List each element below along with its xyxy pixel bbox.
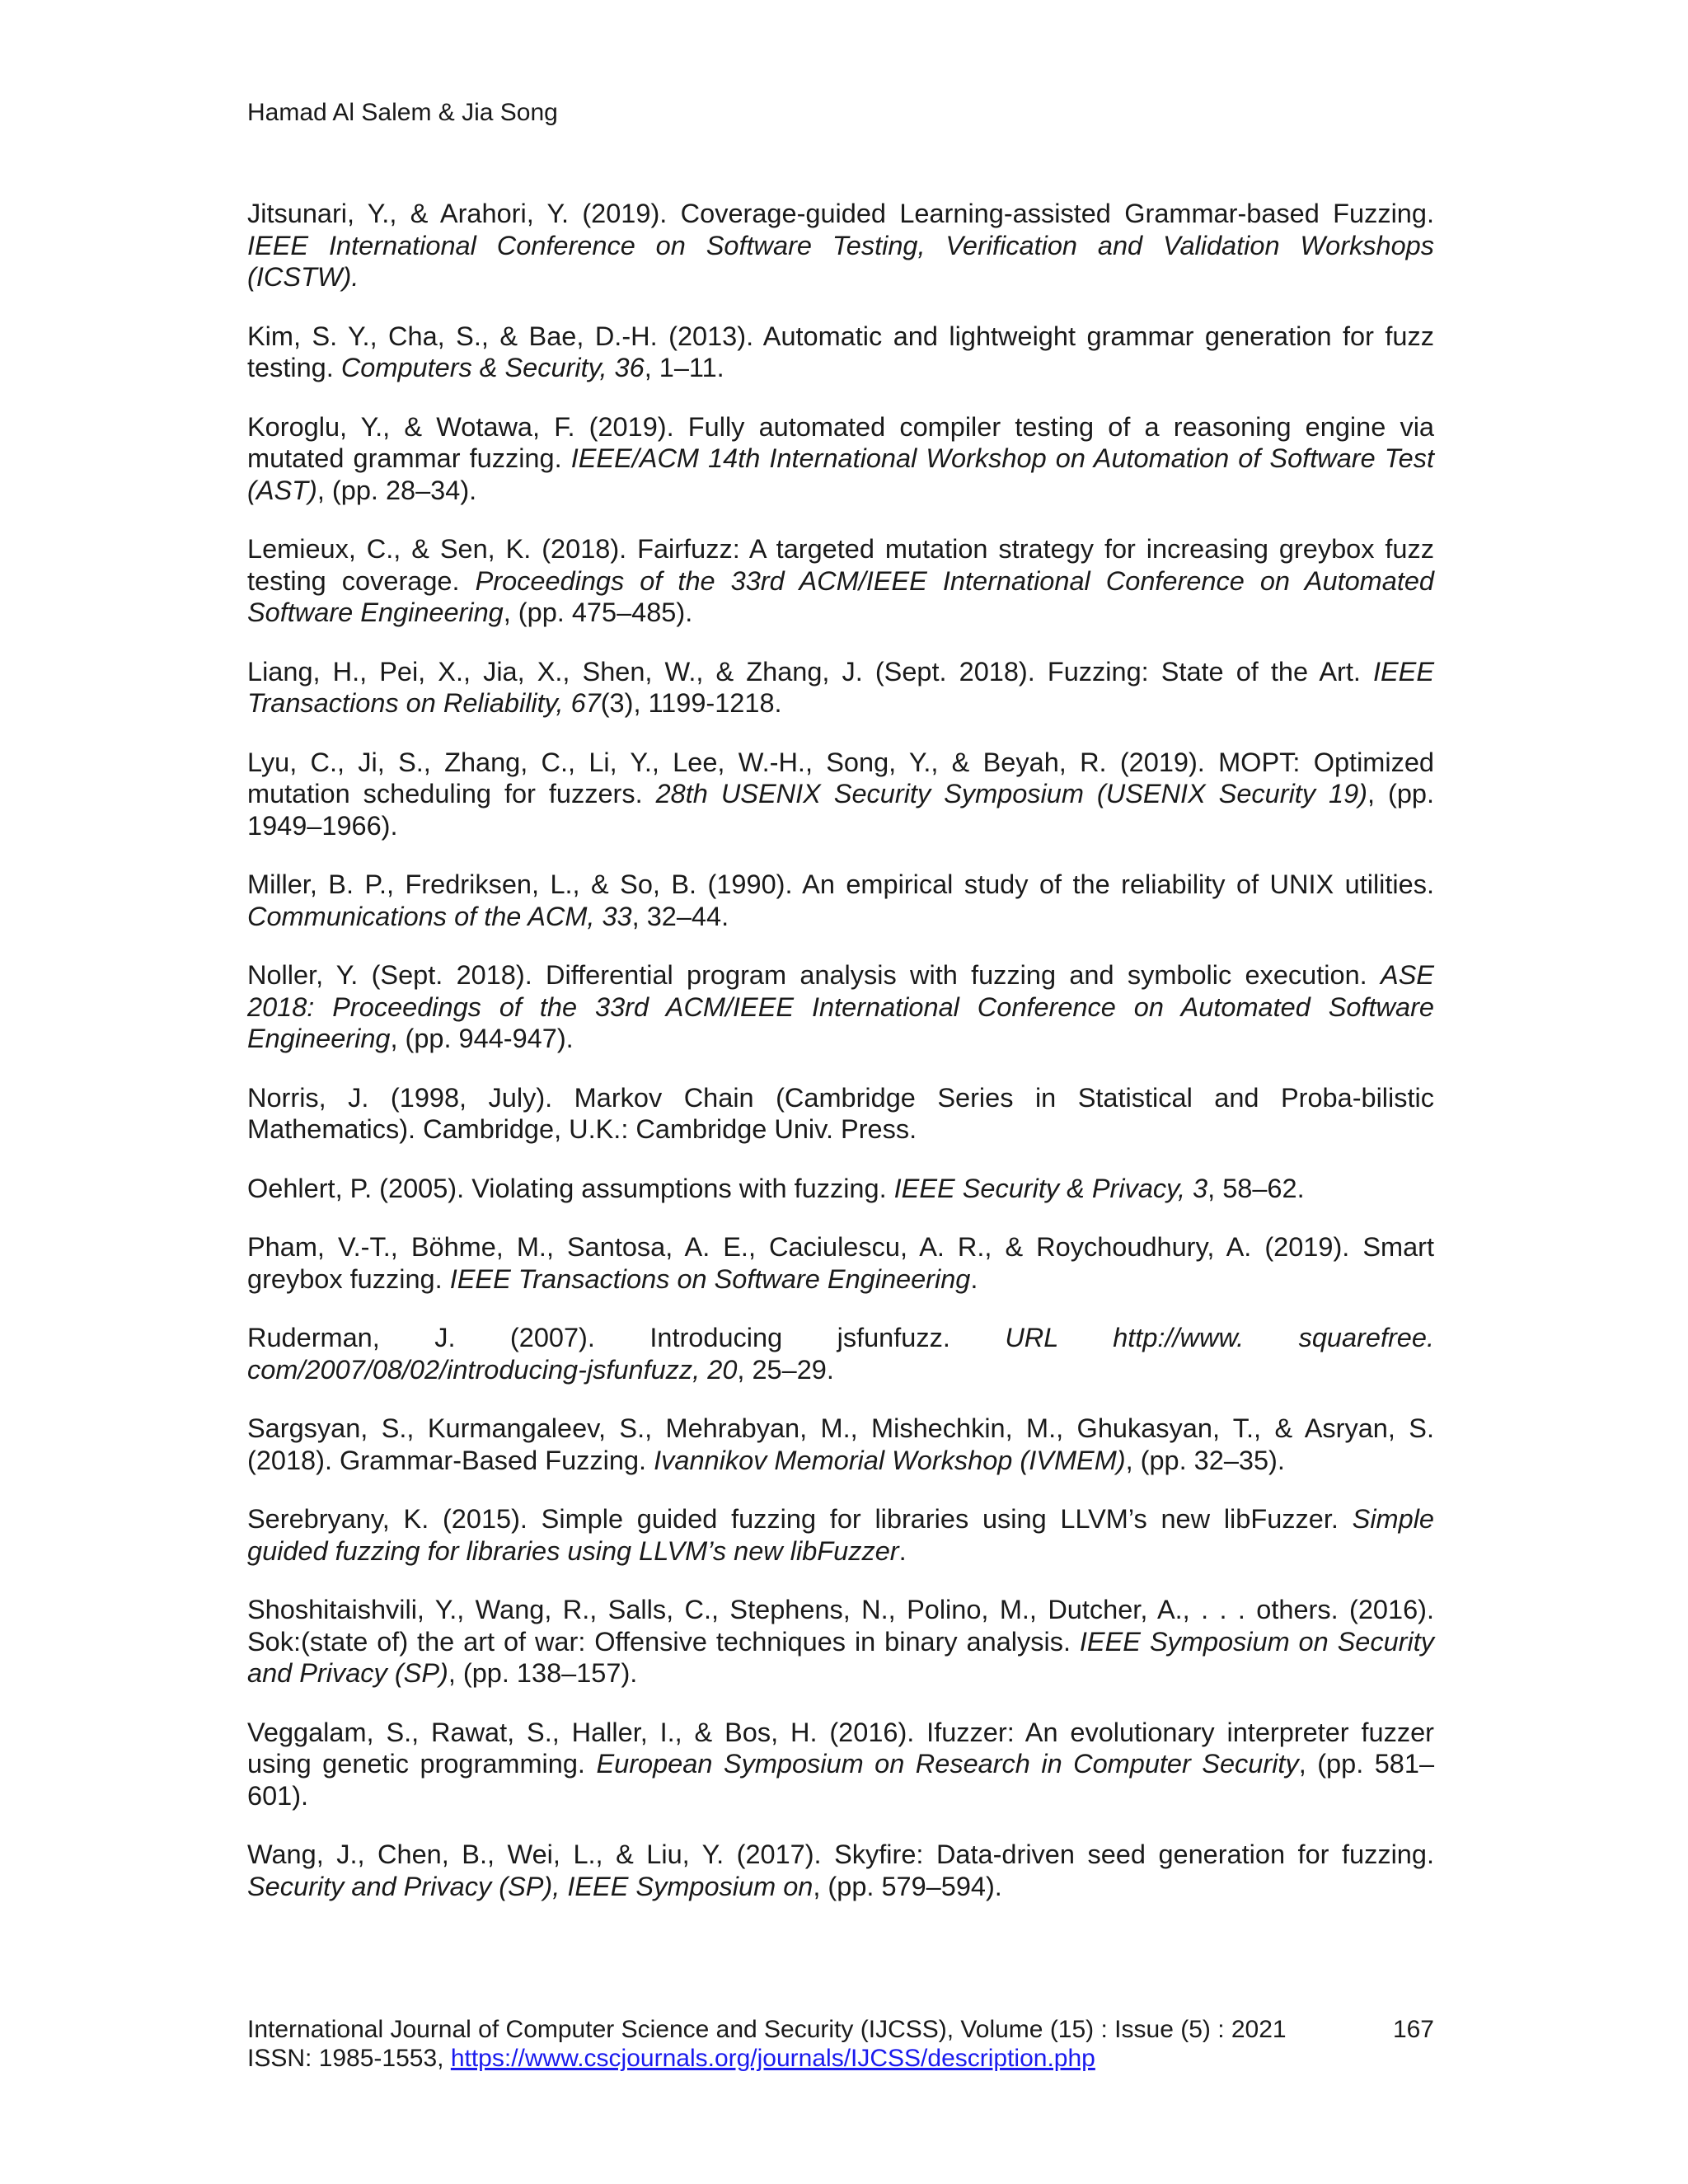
- reference-entry: [247, 1322, 1434, 1385]
- page-number: 167: [1392, 2016, 1434, 2043]
- footer-issn: ISSN: 1985-1553,: [247, 2045, 451, 2072]
- reference-venue: Computers & Security, 36: [340, 353, 645, 382]
- reference-text: Lemieux, C., & Sen, K. (2018). Fairfuzz: A targeted mutation strategy for increasing greybox fuzz testing coverage.: [247, 534, 1434, 596]
- reference-venue: Communications of the ACM, 33: [247, 901, 632, 931]
- reference-venue: Security and Privacy (SP), IEEE Symposium on: [247, 1871, 814, 1901]
- reference-venue: Ivannikov Memorial Workshop (IVMEM): [654, 1445, 1126, 1475]
- reference-details: , (pp. 944-947).: [390, 1024, 574, 1053]
- reference-text: Veggalam, S., Rawat, S., Haller, I., & Bos, H. (2016). Ifuzzer: An evolutionary interpreter fuzzer using genetic programming.: [247, 1717, 1434, 1779]
- reference-entry: [247, 1594, 1434, 1690]
- reference-details: , 1–11.: [644, 353, 724, 382]
- reference-text: Lyu, C., Ji, S., Zhang, C., Li, Y., Lee, W.-H., Song, Y., & Beyah, R. (2019). MOPT: Optimized mutation scheduling for fuzzers.: [247, 747, 1434, 808]
- reference-details: (3), 1199-1218.: [600, 688, 782, 718]
- reference-text: Pham, V.-T., Böhme, M., Santosa, A. E., Caciulescu, A. R., & Roychoudhury, A. (2019). Smart greybox fuzzing.: [247, 1232, 1434, 1294]
- reference-entry: [247, 321, 1434, 384]
- reference-details: , 58–62.: [1207, 1173, 1305, 1203]
- reference-text: Jitsunari, Y., & Arahori, Y. (2019). Coverage-guided Learning-assisted Grammar-based Fuzzing.: [247, 199, 1434, 228]
- reference-details: , 25–29.: [737, 1354, 834, 1385]
- running-header-authors: Hamad Al Salem & Jia Song: [247, 99, 558, 126]
- reference-details: , (pp. 1949–1966).: [247, 779, 1434, 841]
- reference-text: Koroglu, Y., & Wotawa, F. (2019). Fully automated compiler testing of a reasoning engine via mutated grammar fuzzing.: [247, 411, 1434, 473]
- reference-text: Sargsyan, S., Kurmangaleev, S., Mehrabyan, M., Mishechkin, M., Ghukasyan, T., & Asryan, S. (2018). Grammar-Based Fuzzing.: [247, 1413, 1434, 1475]
- reference-details: , (pp. 138–157).: [448, 1658, 638, 1688]
- reference-entry: [247, 1082, 1434, 1146]
- page-footer: [247, 2015, 1434, 2073]
- reference-text: Noller, Y. (Sept. 2018). Differential program analysis with fuzzing and symbolic execution.: [247, 960, 1381, 990]
- reference-entry: [247, 656, 1434, 719]
- reference-details: , (pp. 475–485).: [503, 598, 693, 627]
- reference-venue: IEEE Symposium on Security and Privacy (SP): [247, 1626, 1434, 1688]
- reference-details: , (pp. 581–601).: [247, 1749, 1435, 1811]
- reference-entry: [247, 1173, 1434, 1205]
- reference-venue: URL http://www. squarefree. com/2007/08/02/introducing-jsfunfuzz, 20: [247, 1323, 1434, 1385]
- reference-entry: [247, 869, 1434, 932]
- reference-entry: [247, 411, 1434, 507]
- reference-details: , (pp. 579–594).: [813, 1871, 1002, 1901]
- reference-details: .: [898, 1535, 907, 1566]
- reference-details: , 32–44.: [631, 901, 729, 931]
- reference-text: Ruderman, J. (2007). Introducing jsfunfuzz.: [247, 1323, 1006, 1352]
- reference-text: Miller, B. P., Fredriksen, L., & So, B. (1990). An empirical study of the reliability of UNIX utilities.: [247, 869, 1434, 899]
- reference-entry: [247, 1503, 1434, 1567]
- reference-text: Kim, S. Y., Cha, S., & Bae, D.-H. (2013). Automatic and lightweight grammar generation for fuzz testing.: [247, 321, 1434, 382]
- reference-venue: Proceedings of the 33rd ACM/IEEE International Conference on Automated Software Engineering: [247, 565, 1434, 627]
- reference-venue: IEEE Transactions on Reliability, 67: [247, 656, 1434, 718]
- reference-venue: Simple guided fuzzing for libraries using LLVM’s new libFuzzer: [247, 1504, 1434, 1566]
- reference-entry: [247, 1231, 1434, 1295]
- reference-entry: [247, 198, 1434, 293]
- reference-entry: [247, 747, 1434, 842]
- reference-text: Oehlert, P. (2005). Violating assumptions with fuzzing.: [247, 1173, 894, 1203]
- reference-text: Norris, J. (1998, July). Markov Chain (Cambridge Series in Statistical and Proba-bilistic Mathematics). Cambridge, U.K.: Cambridge Univ. Press.: [247, 1082, 1434, 1144]
- reference-entry: [247, 1413, 1434, 1476]
- reference-text: Wang, J., Chen, B., Wei, L., & Liu, Y. (2017). Skyfire: Data-driven seed generation for fuzzing.: [247, 1840, 1434, 1869]
- reference-venue: IEEE Transactions on Software Engineering: [449, 1263, 971, 1294]
- reference-venue: IEEE/ACM 14th International Workshop on Automation of Software Test (AST): [247, 443, 1434, 505]
- reference-text: Liang, H., Pei, X., Jia, X., Shen, W., & Zhang, J. (Sept. 2018). Fuzzing: State of the Art.: [247, 656, 1373, 687]
- reference-entry: [247, 1839, 1434, 1902]
- footer-issn-row: [247, 2044, 1434, 2073]
- reference-venue: 28th USENIX Security Symposium (USENIX Security 19): [655, 779, 1367, 808]
- reference-details: .: [970, 1263, 978, 1294]
- reference-entry: [247, 959, 1434, 1055]
- reference-text: Serebryany, K. (2015). Simple guided fuzzing for libraries using LLVM’s new libFuzzer.: [247, 1504, 1353, 1534]
- footer-journal-row: [247, 2015, 1434, 2044]
- reference-venue: European Symposium on Research in Computer Security: [596, 1749, 1299, 1779]
- reference-text: Shoshitaishvili, Y., Wang, R., Salls, C., Stephens, N., Polino, M., Dutcher, A., . . . others. (2016). Sok:(state of) the art of war: Offensive techniques in binary analysis.: [247, 1595, 1434, 1657]
- reference-details: , (pp. 32–35).: [1125, 1445, 1285, 1475]
- reference-list: [247, 198, 1434, 1929]
- footer-journal-title: International Journal of Computer Science and Security (IJCSS), Volume (15) : Issue (5) : 2021: [247, 2016, 1287, 2043]
- reference-venue: IEEE International Conference on Software Testing, Verification and Validation Workshops (ICSTW).: [247, 230, 1434, 292]
- reference-entry: [247, 533, 1434, 629]
- reference-venue: ASE 2018: Proceedings of the 33rd ACM/IEEE International Conference on Automated Software Engineering: [247, 960, 1434, 1053]
- reference-details: , (pp. 28–34).: [316, 475, 477, 505]
- reference-venue: IEEE Security & Privacy, 3: [893, 1173, 1208, 1203]
- reference-entry: [247, 1717, 1434, 1812]
- journal-url-link[interactable]: https://www.cscjournals.org/journals/IJCSS/description.php: [450, 2045, 1095, 2072]
